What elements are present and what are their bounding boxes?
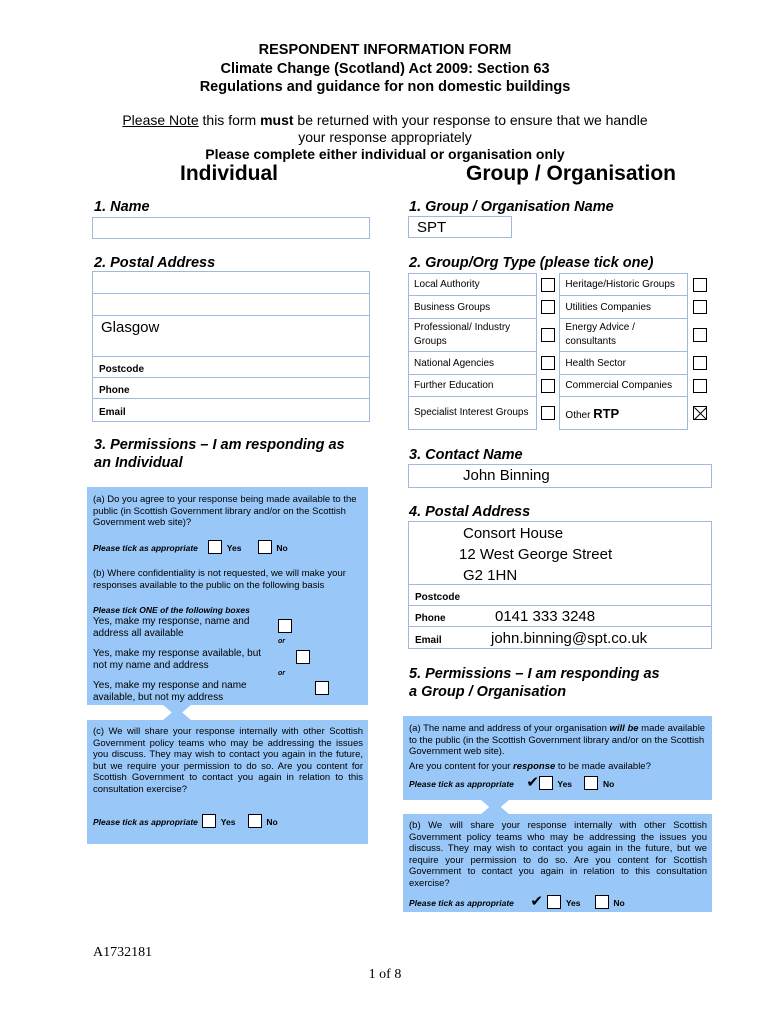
org-type-business-checkbox[interactable] — [541, 300, 555, 314]
yes-label: Yes — [220, 817, 236, 827]
org-type-option: Business Groups — [409, 296, 537, 319]
email-label: Email — [99, 407, 126, 418]
org-panel-a-emphasis: will be — [609, 723, 639, 734]
individual-option-1: Yes, make my response, name and address all available — [93, 616, 250, 639]
individual-email-field[interactable] — [92, 398, 370, 422]
org-type-option: Energy Advice / consultants — [560, 319, 688, 352]
individual-option-2-checkbox[interactable] — [296, 650, 310, 664]
org-phone-value: 0141 333 3248 — [495, 608, 596, 625]
please-note: Please Note — [122, 112, 199, 128]
org-panel-a-question-part: to be made available? — [555, 761, 651, 772]
org-type-option: Professional/ Industry Groups — [409, 319, 537, 352]
org-type-commercial-checkbox[interactable] — [693, 379, 707, 393]
note-text-2: be returned with your response to ensure that we handle — [293, 112, 648, 128]
tick-instruction: Please tick as appropriate — [409, 779, 514, 789]
individual-address-line-1[interactable] — [92, 271, 370, 294]
individual-name-value — [93, 220, 101, 237]
or-label: or — [278, 670, 285, 677]
individual-permissions-label-2: an Individual — [94, 455, 183, 471]
org-postcode-field[interactable] — [408, 584, 712, 606]
org-type-other-checkbox[interactable] — [693, 406, 707, 420]
panel-pointer-arrow-up — [480, 801, 510, 815]
individual-panel-c-ticks — [93, 812, 363, 830]
individual-c-no-checkbox[interactable] — [248, 814, 262, 828]
org-type-option: Health Sector — [560, 352, 688, 375]
org-name-value: SPT — [417, 219, 447, 236]
org-panel-a-text-part: made available to the public (in the Scottish Government library and/or on the Scottish Government web site). — [409, 723, 706, 757]
org-type-local-authority-checkbox[interactable] — [541, 278, 555, 292]
individual-name-field[interactable] — [92, 217, 370, 239]
org-address-line: Consort House — [463, 525, 564, 542]
document-code: A1732181 — [93, 945, 153, 960]
org-type-health-checkbox[interactable] — [693, 356, 707, 370]
panel-pointer-arrow-up — [162, 707, 192, 721]
form-subtitle-act: Climate Change (Scotland) Act 2009: Section 63 — [220, 61, 550, 77]
form-title: RESPONDENT INFORMATION FORM — [258, 42, 512, 58]
org-type-further-ed-checkbox[interactable] — [541, 379, 555, 393]
org-type-option: Specialist Interest Groups — [409, 397, 537, 430]
tick-one-instruction: Please tick ONE of the following boxes — [93, 605, 250, 615]
form-subtitle-regulations: Regulations and guidance for non domestic buildings — [199, 79, 571, 95]
or-label: or — [278, 638, 285, 645]
individual-heading: Individual — [180, 162, 279, 185]
org-panel-a-ticks — [409, 774, 707, 793]
individual-address-line-2[interactable] — [92, 293, 370, 316]
note-line-2: your response appropriately — [298, 129, 472, 145]
tick-instruction: Please tick as appropriate — [409, 898, 514, 908]
checkbox-cell — [536, 274, 560, 296]
org-type-row — [409, 319, 712, 352]
org-type-option: Commercial Companies — [560, 375, 688, 397]
org-name-field[interactable] — [408, 216, 512, 238]
other-label: Other — [565, 409, 591, 421]
yes-label: Yes — [565, 898, 581, 908]
org-type-row — [409, 397, 712, 430]
individual-option-2: Yes, make my response available, but not my name and address — [93, 648, 262, 671]
org-address-lines — [409, 522, 711, 586]
org-type-option: Local Authority — [409, 274, 537, 296]
checkbox-cell — [688, 352, 712, 375]
checkbox-cell — [536, 397, 560, 430]
no-label: No — [613, 898, 625, 908]
org-name-label: 1. Group / Organisation Name — [409, 199, 614, 215]
org-panel-b-ticks — [409, 893, 707, 912]
postcode-label: Postcode — [99, 364, 145, 375]
org-b-yes-checkbox[interactable] — [547, 895, 561, 909]
checkbox-cell — [536, 375, 560, 397]
org-permissions-label-1: 5. Permissions – I am responding as — [409, 666, 660, 682]
yes-label: Yes — [226, 543, 242, 553]
org-type-label: 2. Group/Org Type (please tick one) — [409, 255, 654, 271]
org-panel-b-text: (b) We will share your response internally with other Scottish Government policy teams who may be addressing the issues you discuss. They may wish to contact you again in the future, but we require your permission to do so. Are you content for Scottish Government to contact you again in relation to this consultation exercise? — [409, 820, 707, 889]
org-type-row — [409, 296, 712, 319]
org-type-table — [408, 273, 712, 430]
note-line-3: Please complete either individual or organisation only — [205, 146, 565, 162]
individual-name-label: 1. Name — [94, 199, 150, 215]
checkbox-cell — [688, 375, 712, 397]
phone-label: Phone — [99, 385, 130, 396]
individual-option-3-checkbox[interactable] — [315, 681, 329, 695]
individual-option-1-checkbox[interactable] — [278, 619, 292, 633]
org-contact-value: John Binning — [463, 467, 550, 484]
individual-option-3: Yes, make my response and name available, but not my address — [93, 680, 247, 703]
individual-panel-c-text: (c) We will share your response internally with other Scottish Government policy teams who may be addressing the issues you discuss. They may wish to contact you again in the future, but we require your permission to do so. Are you content for Scottish Government to contact you again in relation to this consultation exercise? — [93, 726, 363, 795]
org-type-row — [409, 375, 712, 397]
individual-a-no-checkbox[interactable] — [258, 540, 272, 554]
org-panel-a-question — [409, 761, 707, 773]
checkbox-cell — [536, 319, 560, 352]
org-panel-a-question-emphasis: response — [513, 761, 556, 772]
org-type-option-other — [560, 397, 688, 430]
other-value: RTP — [593, 405, 620, 421]
individual-postal-label: 2. Postal Address — [94, 255, 216, 271]
checkmark-icon: ✔ — [530, 893, 543, 910]
org-type-option: Further Education — [409, 375, 537, 397]
individual-panel-a-text: (a) Do you agree to your response being made available to the public (in Scottish Government library and/or on the Scottish Government web site)? — [93, 494, 357, 528]
individual-panel-b-text: (b) Where confidentiality is not requested, we will make your responses available to the public on the following basis — [93, 568, 346, 591]
org-panel-a-question-part: Are you content for your — [409, 761, 514, 772]
org-type-row — [409, 274, 712, 296]
note-must: must — [260, 112, 294, 128]
organisation-heading: Group / Organisation — [466, 162, 677, 185]
yes-label: Yes — [557, 779, 573, 789]
org-type-option: Heritage/Historic Groups — [560, 274, 688, 296]
checkbox-cell — [536, 296, 560, 319]
tick-instruction: Please tick as appropriate — [93, 543, 198, 553]
org-address-line: G2 1HN — [463, 567, 518, 584]
org-contact-label: 3. Contact Name — [409, 447, 523, 463]
email-label: Email — [415, 635, 442, 646]
no-label: No — [266, 817, 278, 827]
org-postal-label: 4. Postal Address — [409, 504, 531, 520]
org-type-row — [409, 352, 712, 375]
checkbox-cell — [688, 296, 712, 319]
page-number: 1 of 8 — [368, 967, 402, 982]
checkbox-cell — [688, 274, 712, 296]
individual-a-yes-checkbox[interactable] — [208, 540, 222, 554]
checkbox-cell — [688, 319, 712, 352]
org-email-field[interactable] — [408, 626, 712, 649]
no-label: No — [602, 779, 615, 789]
tick-instruction: Please tick as appropriate — [93, 817, 198, 827]
org-type-professional-checkbox[interactable] — [541, 328, 555, 342]
org-type-utilities-checkbox[interactable] — [693, 300, 707, 314]
checkbox-cell — [688, 397, 712, 430]
org-type-heritage-checkbox[interactable] — [693, 278, 707, 292]
org-panel-a-text-part: (a) The name and address of your organisation — [409, 723, 610, 734]
org-a-no-checkbox[interactable] — [584, 776, 598, 790]
note-text: this form — [198, 112, 261, 128]
org-panel-a-text — [409, 723, 707, 758]
org-a-yes-checkbox[interactable] — [539, 776, 553, 790]
individual-postcode-field[interactable] — [92, 356, 370, 378]
checkbox-cell — [536, 352, 560, 375]
individual-address-value: Glasgow — [101, 319, 160, 336]
org-type-national-checkbox[interactable] — [541, 356, 555, 370]
org-phone-field[interactable] — [408, 605, 712, 627]
org-address-line: 12 West George Street — [459, 546, 613, 563]
org-type-energy-checkbox[interactable] — [693, 328, 707, 342]
org-type-option: National Agencies — [409, 352, 537, 375]
checkmark-icon: ✔ — [526, 774, 539, 791]
org-type-specialist-checkbox[interactable] — [541, 406, 555, 420]
org-type-option: Utilities Companies — [560, 296, 688, 319]
org-contact-field[interactable] — [408, 464, 712, 488]
org-address-field[interactable] — [408, 521, 712, 585]
individual-panel-a-ticks — [93, 538, 363, 556]
org-b-no-checkbox[interactable] — [595, 895, 609, 909]
individual-phone-field[interactable] — [92, 377, 370, 399]
org-email-value: john.binning@spt.co.uk — [491, 630, 648, 647]
phone-label: Phone — [415, 613, 446, 624]
individual-address-line-3[interactable] — [92, 315, 370, 357]
no-label: No — [276, 543, 288, 553]
note-line-1 — [0, 112, 770, 128]
individual-c-yes-checkbox[interactable] — [202, 814, 216, 828]
org-permissions-label-2: a Group / Organisation — [409, 684, 567, 700]
postcode-label: Postcode — [415, 592, 461, 603]
individual-permissions-label-1: 3. Permissions – I am responding as — [94, 437, 345, 453]
